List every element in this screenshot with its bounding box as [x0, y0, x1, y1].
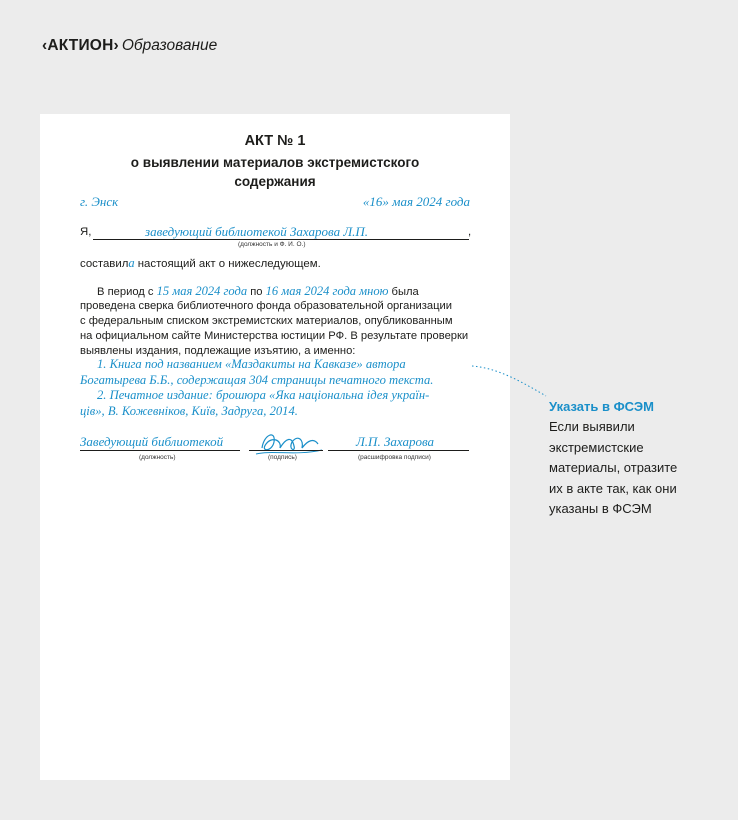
- list-item: 1. Книга под названием «Маздакиты на Кавказе» автора: [97, 357, 406, 371]
- list-item: ців», В. Кожевніков, Київ, Задруга, 2014.: [80, 403, 298, 418]
- callout-line: Если выявили: [549, 419, 635, 434]
- logo-brand: ‹АКТИОН›: [42, 37, 119, 54]
- act-subtitle-line1: о выявлении материалов экстремистского: [130, 155, 420, 170]
- list-item: 2. Печатное издание: брошюра «Яка національна ідея україн-: [97, 388, 430, 402]
- body-text: была: [388, 286, 419, 298]
- body-line-1: [80, 284, 473, 299]
- body-line-2: проведена сверка библиотечного фонда образовательной организации: [80, 300, 453, 312]
- act-title: АКТ № 1: [244, 133, 306, 149]
- act-body: [80, 284, 473, 359]
- name-line: [328, 450, 469, 451]
- callout-line: материалы, отразите: [549, 460, 678, 475]
- body-text: В период с: [97, 286, 157, 298]
- body-line-4: на официальном сайте Министерства юстиции РФ. В результате проверки: [80, 330, 469, 342]
- callout-pointer: [470, 360, 550, 400]
- list-item: Богатырева Б.Б., содержащая 304 страницы печатного текста.: [80, 372, 434, 387]
- name-caption: (расшифровка подписи): [358, 454, 431, 461]
- body-line-5: выявлены издания, подлежащие изъятию, а именно:: [80, 345, 356, 357]
- sign-caption: (подпись): [268, 454, 297, 461]
- signature-name: Л.П. Захарова: [356, 434, 435, 449]
- body-text: по: [247, 286, 266, 298]
- act-subtitle-line2: содержания: [234, 174, 316, 189]
- signature-position: Заведующий библиотекой: [80, 434, 224, 449]
- sign-line: [249, 450, 323, 451]
- items-list: [80, 357, 500, 419]
- act-city: г. Энск: [80, 194, 119, 209]
- person-caption: (должность и Ф. И. О.): [238, 241, 306, 248]
- callout-heading: Указать в ФСЭМ: [549, 399, 654, 414]
- composed-prefix: составил: [80, 258, 129, 270]
- composed-line: [80, 256, 321, 271]
- callout-line: указаны в ФСЭМ: [549, 501, 652, 516]
- logo-subtitle: Образование: [121, 37, 218, 54]
- callout-note: [549, 397, 729, 520]
- act-subtitle: [40, 153, 510, 191]
- act-date: «16» мая 2024 года: [362, 194, 470, 209]
- composed-suffix: а: [128, 256, 135, 270]
- date-from: 15 мая 2024 года: [156, 284, 248, 298]
- person-name: заведующий библиотекой Захарова Л.П.: [145, 224, 369, 239]
- date-to: 16 мая 2024 года мною: [265, 284, 389, 298]
- callout-line: их в акте так, как они: [549, 480, 677, 496]
- composed-rest: настоящий акт о нижеследующем.: [134, 258, 321, 270]
- callout-line: экстремистские: [549, 439, 644, 455]
- position-caption: (должность): [139, 454, 176, 461]
- i-label: Я,: [80, 226, 92, 238]
- person-comma: ,: [468, 226, 472, 238]
- body-line-3: с федеральным списком экстремистских материалов, опубликованным: [80, 315, 453, 327]
- callout-text: [549, 417, 729, 520]
- act-document: [40, 114, 510, 780]
- aktion-logo: [42, 37, 217, 55]
- position-line: [80, 450, 240, 451]
